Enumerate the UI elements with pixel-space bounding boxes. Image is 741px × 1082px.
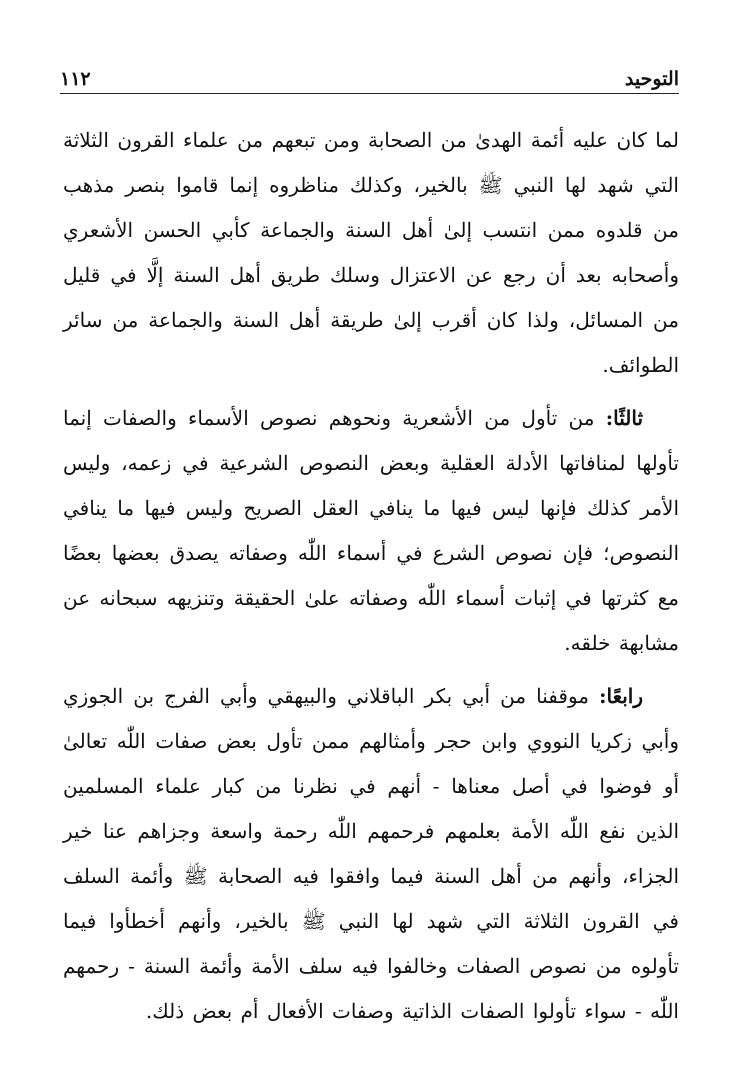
book-title: التوحيد: [624, 68, 679, 90]
body-text: [63, 118, 679, 1034]
paragraph-third-point: [63, 396, 679, 666]
paragraph-text: موقفنا من أبي بكر الباقلاني والبيهقي وأبي الفرج بن الجوزي وأبي زكريا النووي وابن حجر وأمثالهم ممن تأول بعض صفات اللّٰه تعالىٰ أو فوضوا في أصل معناها - أنهم في نظرنا من كبار علماء المسلمين الذين نفع اللّٰه الأمة بعلمهم فرحمهم اللّٰه رحمة واسعة وجزاهم عنا خير الجزاء، وأنهم من أهل السنة فيما وافقوا فيه الصحابة ﷺ وأئمة السلف في القرون الثلاثة التي شهد لها النبي ﷺ بالخير، وأنهم أخطأوا فيما تأولوه من نصوص الصفات وخالفوا فيه سلف الأمة وأئمة السنة - رحمهم اللّٰه - سواء تأولوا الصفات الذاتية وصفات الأفعال أم بعض ذلك.: [63, 684, 679, 1023]
page-number: ١١٢: [60, 68, 91, 90]
header-divider: [60, 93, 679, 94]
running-header: [60, 50, 679, 90]
paragraph-lead: ثالثًا:: [605, 406, 644, 430]
paragraph-continuation: [63, 118, 679, 388]
paragraph-fourth-point: [63, 674, 679, 1034]
paragraph-text: من تأول من الأشعرية ونحوهم نصوص الأسماء والصفات إنما تأولها لمنافاتها الأدلة العقلية وبعض النصوص الشرعية في زعمه، وليس الأمر كذلك فإنها ليس فيها ما ينافي العقل الصريح وليس فيها ما ينافي النصوص؛ فإن نصوص الشرع في أسماء اللّٰه وصفاته يصدق بعضها بعضًا مع كثرتها في إثبات أسماء اللّٰه وصفاته علىٰ الحقيقة وتنزيهه سبحانه عن مشابهة خلقه.: [63, 406, 679, 655]
paragraph-text: لما كان عليه أئمة الهدىٰ من الصحابة ومن تبعهم من علماء القرون الثلاثة التي شهد لها النبي ﷺ بالخير، وكذلك مناظروه إنما قاموا بنصر مذهب من قلدوه ممن انتسب إلىٰ أهل السنة والجماعة كأبي الحسن الأشعري وأصحابه بعد أن رجع عن الاعتزال وسلك طريق أهل السنة إلَّا في قليل من المسائل، ولذا كان أقرب إلىٰ طريقة أهل السنة والجماعة من سائر الطوائف.: [63, 128, 679, 377]
paragraph-lead: رابعًا:: [599, 684, 644, 708]
